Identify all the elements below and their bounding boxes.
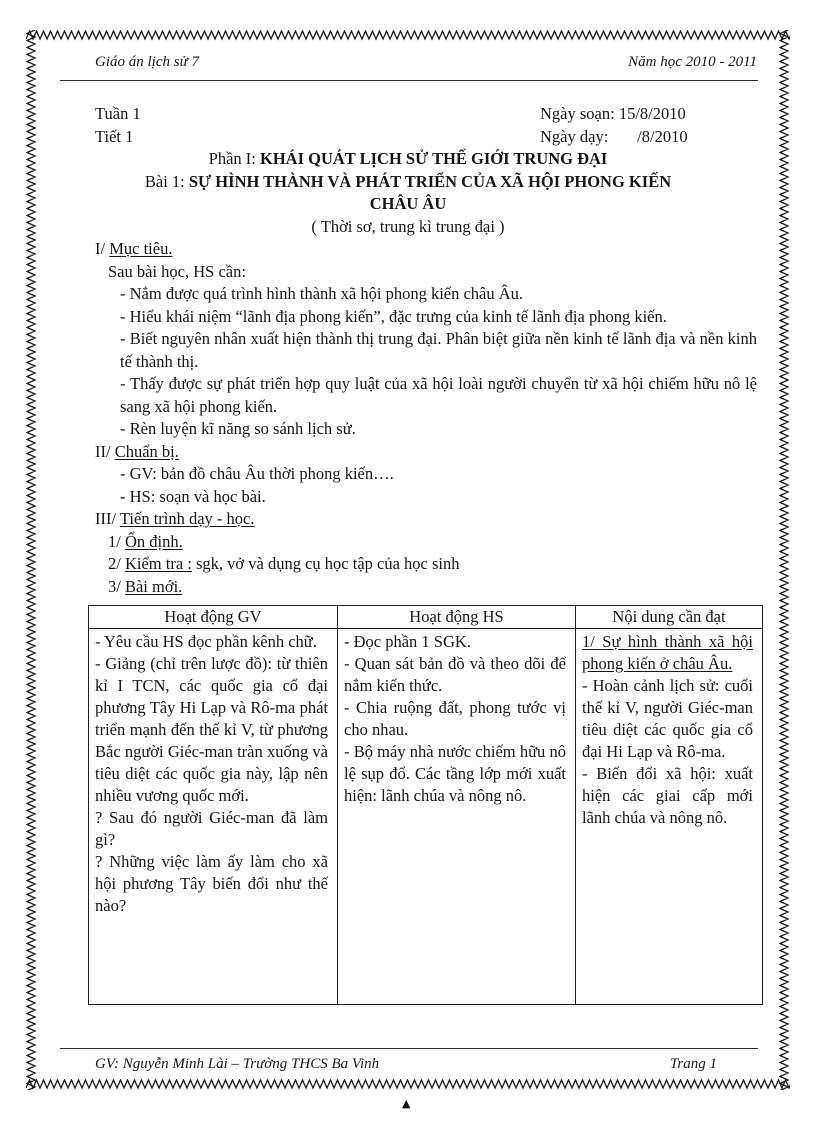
activity-table xyxy=(88,605,763,1005)
cell-teacher-activities xyxy=(89,629,338,1005)
lesson-title-line2: CHÂU ÂU xyxy=(369,194,447,213)
section-title: Tiến trình dạy - học. xyxy=(119,509,255,528)
section-number: I/ xyxy=(95,239,106,258)
gv-paragraph: - Yêu cầu HS đọc phần kênh chữ. xyxy=(95,632,317,651)
lesson-title-line1 xyxy=(56,171,760,194)
nd-paragraph: - Hoàn cảnh lịch sử: cuối thế kỉ V, người Giéc-man tiêu diệt các quốc gia cổ đại Hi Lạp và Rô-ma. xyxy=(582,676,753,761)
zigzag-border-top xyxy=(26,30,790,41)
col-header-hoat-dong-gv: Hoạt động GV xyxy=(89,606,338,629)
hs-paragraph: - Bộ máy nhà nước chiếm hữu nô lệ sụp đổ. Các tầng lớp mới xuất hiện: lãnh chúa và nông nô. xyxy=(344,742,566,805)
cell-content-to-achieve xyxy=(576,629,763,1005)
part-prefix: Phần I: xyxy=(208,149,256,168)
section-muc-tieu xyxy=(56,238,760,261)
date-prepared: Ngày soạn: 15/8/2010 xyxy=(540,104,686,123)
zigzag-border-left xyxy=(26,30,37,1090)
gv-paragraph: ? Những việc làm ấy làm cho xã hội phương Tây biến đổi như thế nào? xyxy=(95,852,328,915)
nd-paragraph: - Biến đổi xã hội: xuất hiện các giai cấp mới lãnh chúa và nông nô. xyxy=(582,764,753,827)
objectives-intro: Sau bài học, HS cần: xyxy=(108,261,246,281)
hs-paragraph: - Quan sát bản đồ và theo dõi để nắm kiến thức. xyxy=(344,654,566,695)
step-label: Bài mới. xyxy=(124,576,183,596)
zigzag-border-bottom xyxy=(26,1079,790,1090)
step-rest: sgk, vở và dụng cụ học tập của học sinh xyxy=(191,554,460,573)
step-number: 1/ xyxy=(108,531,121,551)
objective-item: - Thấy được sự phát triển hợp quy luật của xã hội loài người chuyển từ xã hội chiếm hữu nô lệ sang xã hội phong kiến. xyxy=(120,374,757,416)
hs-paragraph: - Đọc phần 1 SGK. xyxy=(344,632,471,651)
table-header-row xyxy=(89,606,763,629)
procedure-step xyxy=(56,576,760,599)
header-document-title: Giáo án lịch sử 7 xyxy=(95,54,200,70)
procedure-step xyxy=(56,553,760,576)
part-title xyxy=(56,148,760,171)
objective-item: - Hiểu khái niệm “lãnh địa phong kiến”, đặc trưng của kinh tế lãnh địa phong kiến. xyxy=(120,306,667,326)
footer-rule xyxy=(60,1048,758,1049)
document-body xyxy=(56,103,760,1005)
part-name: KHÁI QUÁT LỊCH SỬ THẾ GIỚI TRUNG ĐẠI xyxy=(260,149,608,168)
step-number: 2/ xyxy=(108,554,121,573)
footer-teacher-school: GV: Nguyễn Minh Lài – Trường THCS Ba Vinh xyxy=(95,1056,380,1072)
gv-paragraph: ? Sau đó người Giéc-man đã làm gì? xyxy=(95,808,328,849)
lesson-subtitle: ( Thời sơ, trung kì trung đại ) xyxy=(311,216,505,236)
cell-student-activities xyxy=(338,629,576,1005)
meta-row-week xyxy=(56,103,760,126)
date-taught: Ngày dạy: /8/2010 xyxy=(540,126,688,146)
step-label: Kiểm tra : xyxy=(124,554,192,573)
section-title: Chuẩn bị. xyxy=(114,441,179,461)
preparation-item: - HS: soạn và học bài. xyxy=(120,486,266,506)
week-label: Tuần 1 xyxy=(95,104,141,123)
procedure-step xyxy=(56,531,760,554)
section-title: Mục tiêu. xyxy=(109,239,173,258)
header-rule xyxy=(60,80,758,81)
lesson-prefix: Bài 1: xyxy=(144,171,185,191)
meta-row-period xyxy=(56,126,760,149)
hs-paragraph: - Chia ruộng đất, phong tước vị cho nhau. xyxy=(344,698,566,739)
preparation-item: - GV: bản đồ châu Âu thời phong kiến…. xyxy=(120,464,394,483)
nd-heading: 1/ Sự hình thành xã hội phong kiến ở châu Âu. xyxy=(582,632,753,673)
objective-item: - Rèn luyện kĩ năng so sánh lịch sử. xyxy=(120,419,356,438)
header-school-year: Năm học 2010 - 2011 xyxy=(628,54,757,70)
page-bottom-marker: ▲ xyxy=(402,1097,411,1110)
period-label: Tiết 1 xyxy=(95,126,134,146)
gv-paragraph: - Giảng (chỉ trên lược đồ): từ thiên kỉ I TCN, các quốc gia cổ đại phương Tây Hi Lạp và Rô-ma phát triển mạnh đến thế kỉ V, từ phương Bắc người Giéc-man tràn xuống và tiêu diệt các quốc gia này, lập nên nhiều vương quốc mới. xyxy=(95,654,328,805)
col-header-noi-dung: Nội dung cần đạt xyxy=(576,606,763,629)
objective-item: - Biết nguyên nhân xuất hiện thành thị trung đại. Phân biệt giữa nền kinh tế lãnh địa và nền kinh tế thành thị. xyxy=(120,329,757,371)
section-tien-trinh xyxy=(56,508,760,531)
col-header-hoat-dong-hs: Hoạt động HS xyxy=(338,606,576,629)
footer-page-number: Trang 1 xyxy=(669,1056,717,1072)
table-body-row xyxy=(89,629,763,1005)
step-label: Ổn định. xyxy=(124,531,183,551)
step-number: 3/ xyxy=(108,576,121,596)
zigzag-border-right xyxy=(779,30,790,1090)
section-chuan-bi xyxy=(56,441,760,464)
lesson-name: SỰ HÌNH THÀNH VÀ PHÁT TRIỂN CỦA XÃ HỘI PHONG KIẾN xyxy=(188,171,672,191)
section-number: III/ xyxy=(95,509,117,528)
objective-item: - Nắm được quá trình hình thành xã hội phong kiến châu Âu. xyxy=(120,284,524,303)
section-number: II/ xyxy=(95,441,111,461)
